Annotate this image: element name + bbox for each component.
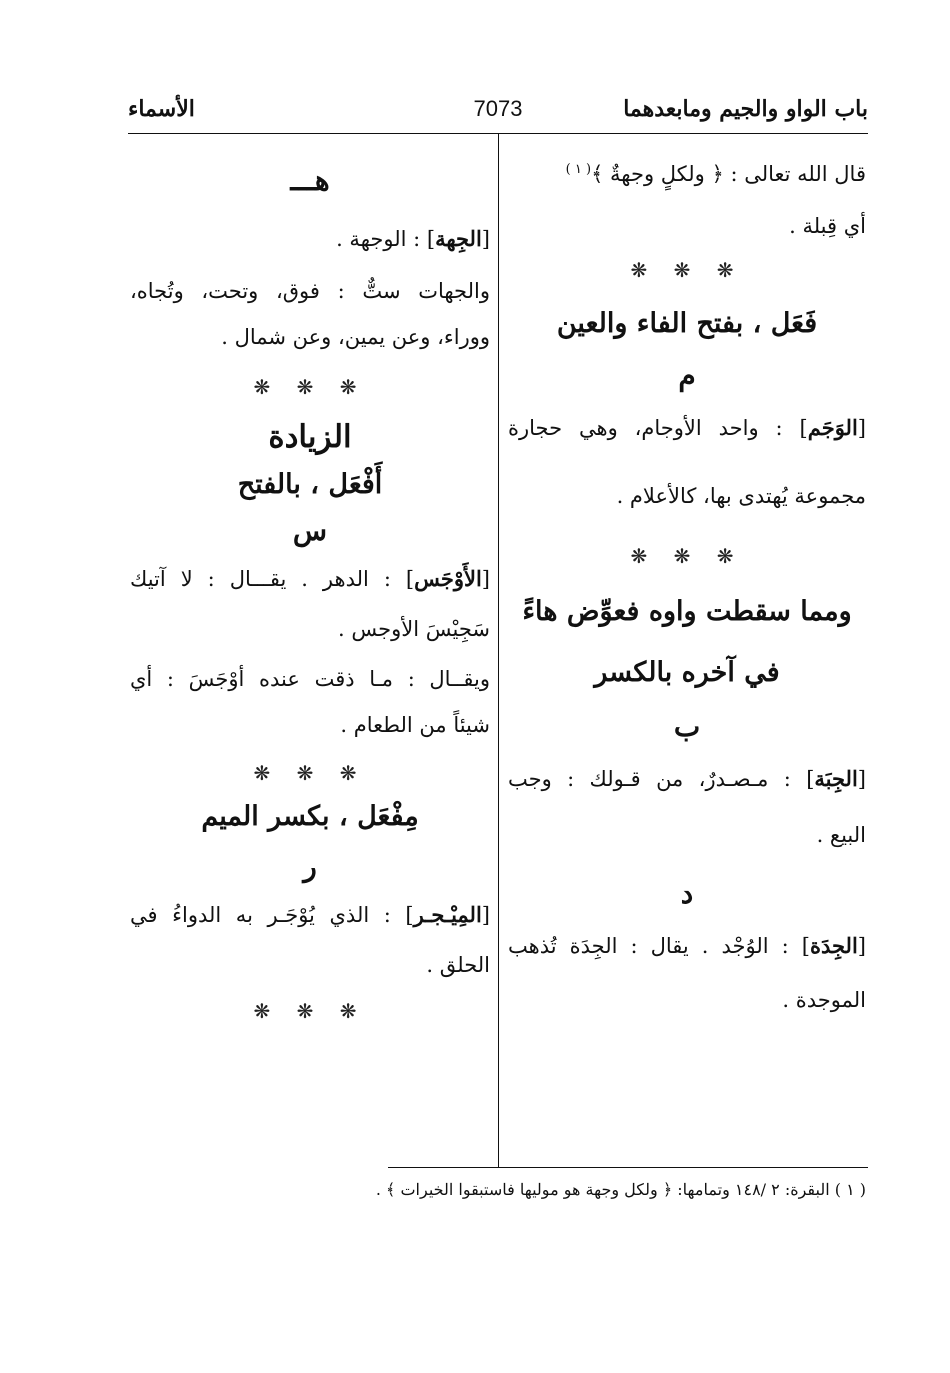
section-heading-mifal: مِفْعَل ، بكسر الميم <box>201 801 419 832</box>
section-heading-line1: ومما سقطت واوه فعوِّض هاءً <box>522 596 852 627</box>
entry-yuqal-cont: شيئاً من الطعام . <box>340 713 490 737</box>
entry-definition: : الذي يُوْجَـر به الدواءُ في <box>130 903 406 927</box>
section-heading-line2: في آخره بالكسر <box>594 657 780 688</box>
separator-stars: ❋ ❋ ❋ <box>253 375 367 399</box>
quote-explanation: أي قِبلة . <box>789 214 866 238</box>
entry-term: الجِدَة <box>809 933 858 958</box>
entry-term: الوَجَم <box>807 415 858 440</box>
section-heading-afal: أَفْعَل ، بالفتح <box>237 469 383 500</box>
separator-stars: ❋ ❋ ❋ <box>253 761 367 785</box>
column-divider <box>498 134 499 1168</box>
entry-mijar-cont: الحلق . <box>426 953 490 977</box>
entry-definition: : الدهر . يقـــال : لا آتيك <box>130 567 406 591</box>
entry-term: الأَوْجَس <box>414 566 482 591</box>
entry-definition: : مـصـدرٌ، من قـولك : وجب <box>508 767 807 791</box>
letter-heading-m: م <box>678 359 696 392</box>
entry-definition: : الوُجْد . يقال : الجِدَة تُذهب <box>508 934 802 958</box>
entry-definition: : واحد الأوجام، وهي حجارة <box>508 416 800 440</box>
separator-stars: ❋ ❋ ❋ <box>630 258 744 282</box>
chapter-title: باب الواو والجيم ومابعدهما <box>623 96 868 122</box>
quote-text: قال الله تعالى : ﴿ ولكلٍ وجهةٌ ﴾ <box>591 162 866 186</box>
separator-stars: ❋ ❋ ❋ <box>630 544 744 568</box>
entry-jihat-cont: ووراء، وعن يمين، وعن شمال . <box>221 325 490 349</box>
footnote: ( ١ ) البقرة: ٢ /١٤٨ وتمامها: ﴿ ولكل وجهة هو موليها فاستبقوا الخيرات ﴾ . <box>375 1180 866 1199</box>
footnote-rule <box>388 1167 868 1168</box>
entry-term: الجِبَة <box>814 766 858 791</box>
section-heading-faal: فَعَل ، بفتح الفاء والعين <box>556 308 818 339</box>
separator-stars: ❋ ❋ ❋ <box>253 999 367 1023</box>
entry-jiba: [الجِبَة] : مـصـدرٌ، من قـولك : وجب <box>508 766 866 791</box>
letter-heading-d: د <box>680 877 694 910</box>
section-title: الأسماء <box>128 96 195 122</box>
letter-heading-h: هـــ <box>290 164 330 197</box>
letter-heading-r: ر <box>303 850 317 883</box>
entry-wajam-cont: مجموعة يُهتدى بها، كالأعلام . <box>616 484 866 508</box>
page-header <box>128 96 868 132</box>
entry-jiba-cont: البيع . <box>816 823 866 847</box>
entry-jida-cont: الموجدة . <box>782 988 866 1012</box>
entry-term: الجِهة <box>435 226 482 251</box>
entry-definition: : الوجهة . <box>336 227 427 251</box>
entry-jiha: [الجِهة] : الوجهة . <box>336 226 490 251</box>
letter-heading-b: ب <box>673 710 701 743</box>
entry-mijar: [المِيْـجـر] : الذي يُوْجَـر به الدواءُ في <box>130 902 490 927</box>
right-column <box>508 150 866 1018</box>
entry-term: المِيْـجـر <box>413 902 482 927</box>
entry-jida: [الجِدَة] : الوُجْد . يقال : الجِدَة تُذهب <box>508 933 866 958</box>
section-heading-ziyada: الزيادة <box>268 419 352 455</box>
entry-awjas-cont: سَجِيْسَ الأوجس . <box>338 617 490 641</box>
left-column <box>130 150 490 1023</box>
quote-line <box>508 152 866 192</box>
entry-jihat: والجهات ستٌّ : فوق، وتحت، وتُجاه، <box>130 279 490 303</box>
entry-wajam: [الوَجَم] : واحد الأوجام، وهي حجارة <box>508 415 866 440</box>
footnote-ref: ( ١ ) <box>565 162 592 177</box>
entry-awjas: [الأَوْجَس] : الدهر . يقـــال : لا آتيك <box>130 566 490 591</box>
page-number: 7073 <box>473 96 523 121</box>
letter-heading-s: س <box>292 514 328 547</box>
entry-yuqal: ويقــال : مـا ذقت عنده أوْجَسَ : أي <box>130 667 490 691</box>
